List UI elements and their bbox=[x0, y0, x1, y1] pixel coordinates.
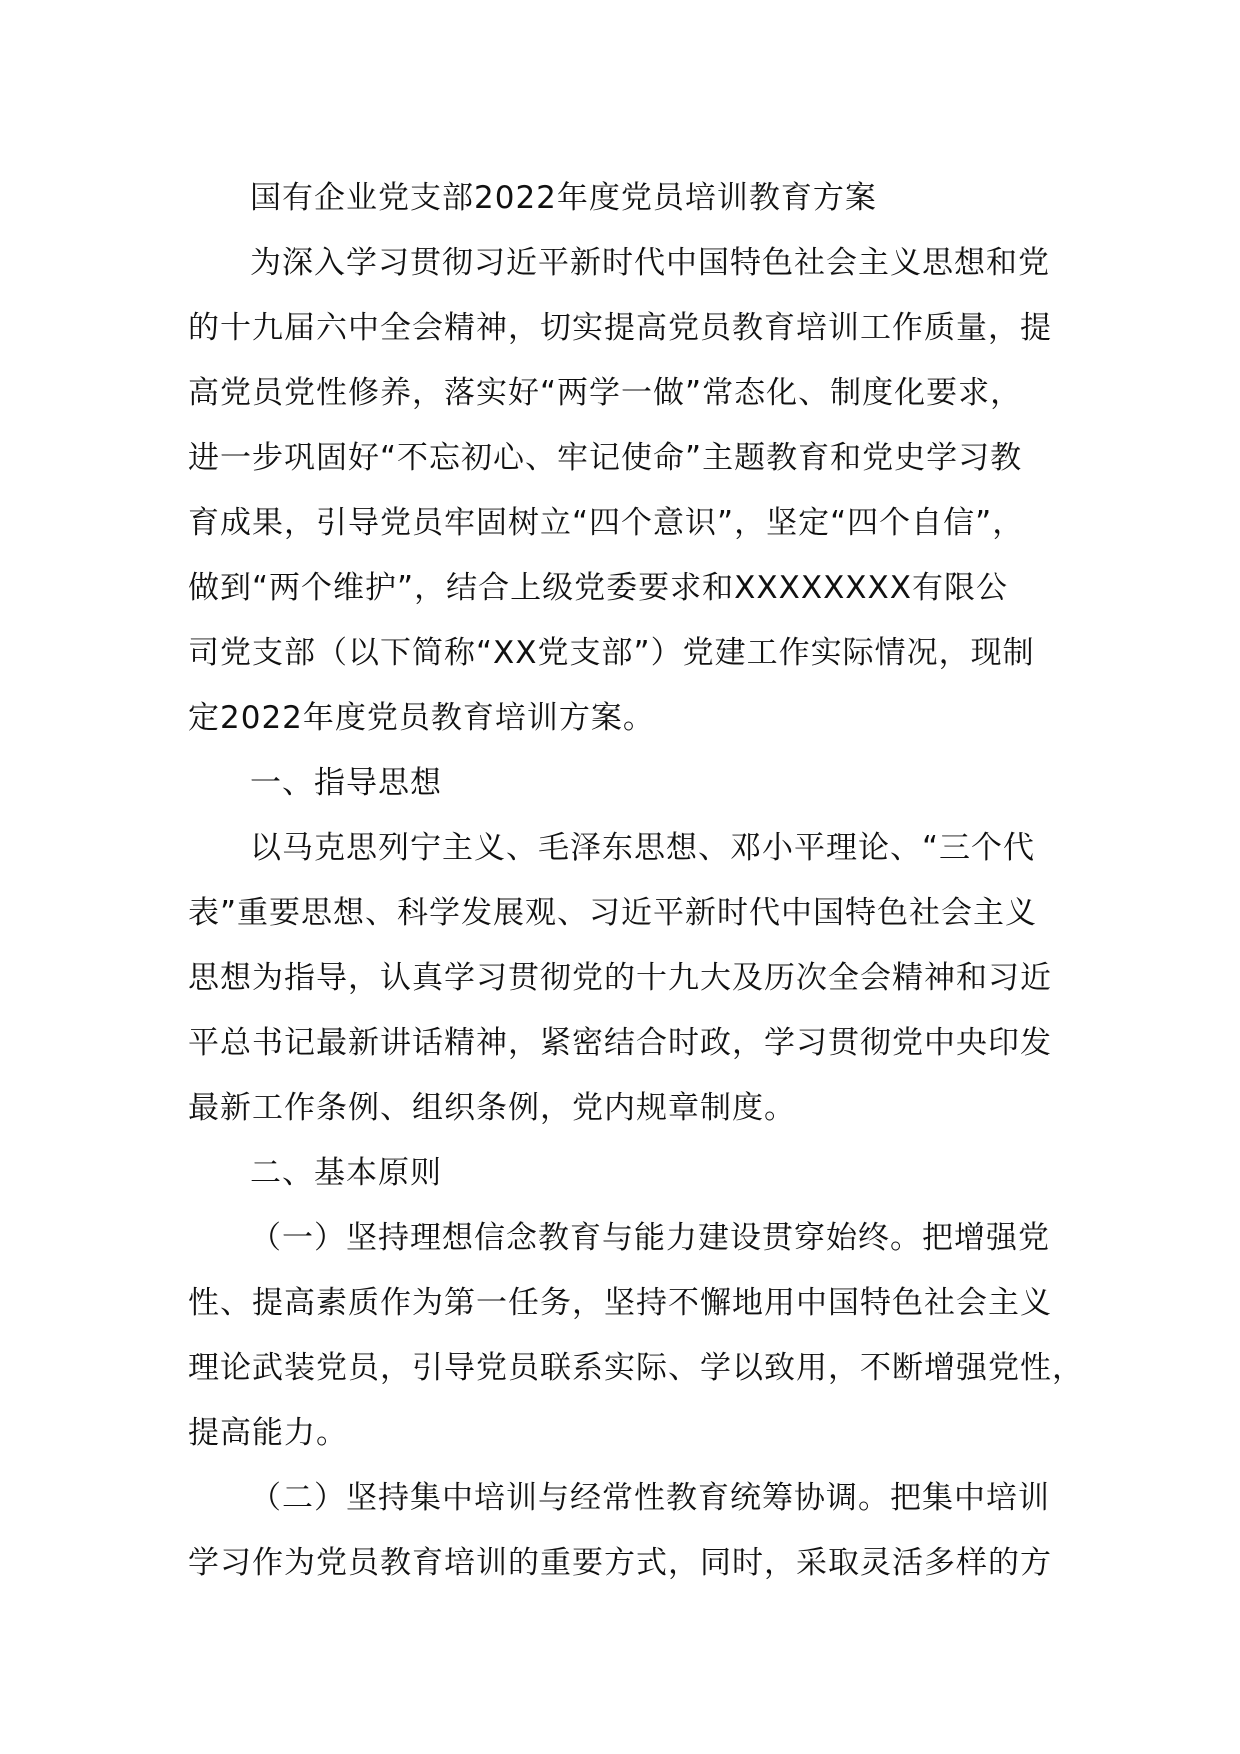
text-line-6: 做到“两个维护”，结合上级党委要求和XXXXXXXX有限公 bbox=[188, 570, 1009, 606]
section-heading-basic-principles: 二、基本原则 bbox=[250, 1155, 442, 1191]
text-line-2: 的十九届六中全会精神，切实提高党员教育培训工作质量，提 bbox=[188, 310, 1052, 346]
text-line-16: （一）坚持理想信念教育与能力建设贯穿始终。把增强党 bbox=[250, 1220, 1050, 1256]
text-line-1: 为深入学习贯彻习近平新时代中国特色社会主义思想和党 bbox=[250, 245, 1050, 281]
text-line-10: 以马克思列宁主义、毛泽东思想、邓小平理论、“三个代 bbox=[250, 830, 1036, 866]
document-body bbox=[188, 166, 1084, 1596]
text-line-13: 平总书记最新讲话精神，紧密结合时政，学习贯彻党中央印发 bbox=[188, 1025, 1052, 1061]
section-heading-guiding-thought: 一、指导思想 bbox=[250, 765, 442, 801]
text-line-11: 表”重要思想、科学发展观、习近平新时代中国特色社会主义 bbox=[188, 895, 1038, 931]
text-line-14: 最新工作条例、组织条例，党内规章制度。 bbox=[188, 1090, 796, 1126]
text-line-5: 育成果，引导党员牢固树立“四个意识”，坚定“四个自信”， bbox=[188, 505, 1025, 541]
text-line-17: 性、提高素质作为第一任务，坚持不懈地用中国特色社会主义 bbox=[188, 1285, 1052, 1321]
text-line-20: （二）坚持集中培训与经常性教育统筹协调。把集中培训 bbox=[250, 1480, 1050, 1516]
text-line-4: 进一步巩固好“不忘初心、牢记使命”主题教育和党史学习教 bbox=[188, 440, 1023, 476]
text-line-8: 定2022年度党员教育培训方案。 bbox=[188, 700, 655, 736]
text-line-21: 学习作为党员教育培训的重要方式，同时，采取灵活多样的方 bbox=[188, 1545, 1052, 1581]
text-line-7: 司党支部（以下简称“XX党支部”）党建工作实际情况，现制 bbox=[188, 635, 1035, 671]
text-line-18: 理论武装党员，引导党员联系实际、学以致用，不断增强党性， bbox=[188, 1350, 1084, 1386]
text-line-12: 思想为指导，认真学习贯彻党的十九大及历次全会精神和习近 bbox=[188, 960, 1052, 996]
text-line-19: 提高能力。 bbox=[188, 1415, 348, 1451]
document-title: 国有企业党支部2022年度党员培训教育方案 bbox=[250, 180, 877, 216]
text-line-3: 高党员党性修养，落实好“两学一做”常态化、制度化要求， bbox=[188, 375, 1023, 411]
